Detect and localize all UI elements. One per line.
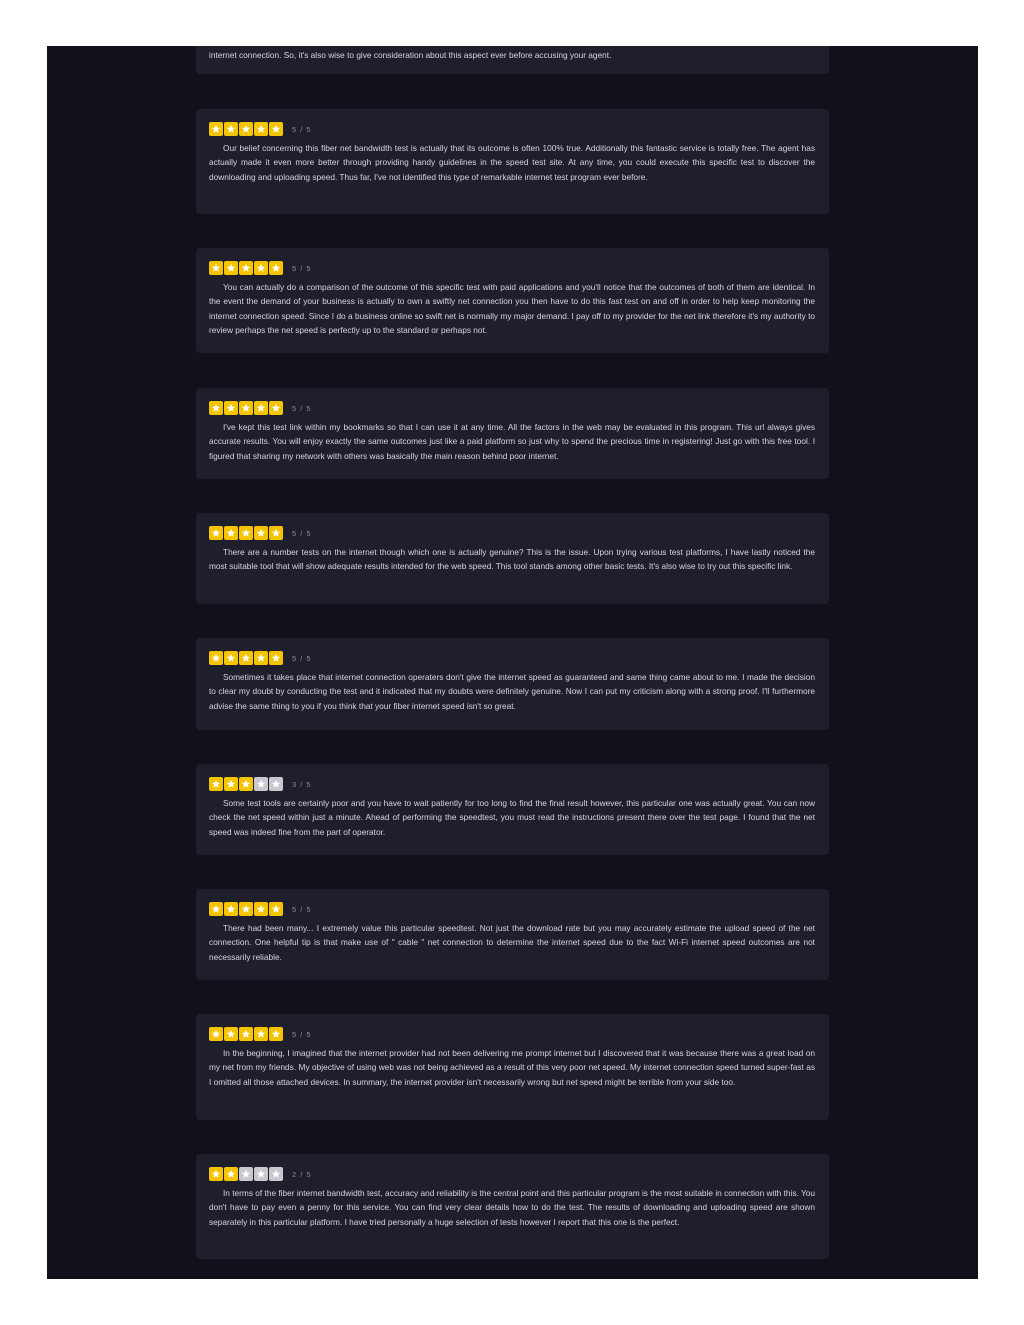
star-empty-icon xyxy=(269,1167,283,1181)
score-label: 2 / 5 xyxy=(292,1169,312,1179)
review-card xyxy=(196,388,829,479)
star-rating xyxy=(209,401,283,415)
rating-row xyxy=(209,777,815,791)
review-text: Some test tools are certainly poor and you have to wait patiently for too long to find the final result however, this particular one was actually great. You can now check the net speed within just a minute. Ahead of performing the speedtest, you must read the instructions present there over the test page. I found that the net speed was indeed fine from the part of operator. xyxy=(209,798,815,837)
star-filled-icon xyxy=(224,651,238,665)
score-label: 5 / 5 xyxy=(292,124,312,134)
star-empty-icon xyxy=(254,777,268,791)
rating-row xyxy=(209,526,815,540)
review-text: I've kept this test link within my bookmarks so that I can use it at any time. All the factors in the web may be evaluated in this program. This url always gives accurate results. You will enjoy exactly the same outcomes just like a paid platform so just why to spend the precious time in registering! Just go with this free tool. I figured that sharing my network with others was basically the main reason behind poor internet. xyxy=(209,422,815,461)
star-filled-icon xyxy=(254,401,268,415)
review-card xyxy=(196,889,829,980)
review-card xyxy=(196,513,829,604)
star-filled-icon xyxy=(209,651,223,665)
review-text: Our belief concerning this fiber net bandwidth test is actually that its outcome is often 100% true. Additionally this fantastic service is totally free. The agent has actually made it even more better through providing handy guidelines in the speed test site. At any time, you could execute this specific test to discover the downloading and uploading speed. Thus far, I've not identified this type of remarkable internet test program ever before. xyxy=(209,143,815,182)
review-card-partial xyxy=(196,46,829,74)
score-label: 5 / 5 xyxy=(292,1029,312,1039)
star-filled-icon xyxy=(269,1027,283,1041)
star-filled-icon xyxy=(224,1167,238,1181)
review-card xyxy=(196,109,829,214)
star-filled-icon xyxy=(239,261,253,275)
review-text: In the beginning, I imagined that the internet provider had not been delivering me prompt internet but I discovered that it was because there was a great load on my net from my friends. My objective of using web was not being achieved as a result of this very poor net speed. My internet connection speed turned super-fast as I omitted all those attached devices. In summary, the internet provider isn't necessarily wrong but net speed might be terrible from your side too. xyxy=(209,1048,815,1087)
star-filled-icon xyxy=(239,1027,253,1041)
star-rating xyxy=(209,261,283,275)
star-filled-icon xyxy=(254,1027,268,1041)
star-filled-icon xyxy=(209,261,223,275)
star-filled-icon xyxy=(269,651,283,665)
review-text: There are a number tests on the internet though which one is actually genuine? This is the issue. Upon trying various test platforms, I have lastly noticed the most suitable tool that will show adequate results intended for the web speed. This tool stands among other basic tests. It's also wise to try out this specific link. xyxy=(209,547,815,572)
star-filled-icon xyxy=(254,526,268,540)
star-filled-icon xyxy=(224,526,238,540)
score-label: 5 / 5 xyxy=(292,263,312,273)
star-filled-icon xyxy=(209,1167,223,1181)
star-empty-icon xyxy=(254,1167,268,1181)
rating-row xyxy=(209,1027,815,1041)
star-empty-icon xyxy=(239,1167,253,1181)
review-text: You can actually do a comparison of the outcome of this specific test with paid applications and you'll notice that the outcomes of both of them are identical. In the event the demand of your business is actually to own a swiftly net connection you then have to do this fast test on and off in order to help keep monitoring the internet connection speed. Since I do a business online so swift net is normally my major demand. I pay off to my provider for the net link therefore it's my authority to review perhaps the net speed is perfectly up to the standard or perhaps not. xyxy=(209,282,815,336)
review-card xyxy=(196,764,829,855)
star-filled-icon xyxy=(239,401,253,415)
review-card xyxy=(196,1154,829,1259)
star-filled-icon xyxy=(224,261,238,275)
score-label: 3 / 5 xyxy=(292,779,312,789)
star-rating xyxy=(209,777,283,791)
star-filled-icon xyxy=(269,261,283,275)
rating-row xyxy=(209,902,815,916)
rating-row xyxy=(209,122,815,136)
star-filled-icon xyxy=(269,401,283,415)
star-filled-icon xyxy=(224,777,238,791)
star-rating xyxy=(209,526,283,540)
star-filled-icon xyxy=(209,401,223,415)
star-filled-icon xyxy=(209,777,223,791)
star-filled-icon xyxy=(239,651,253,665)
score-label: 5 / 5 xyxy=(292,904,312,914)
star-filled-icon xyxy=(224,122,238,136)
star-filled-icon xyxy=(209,122,223,136)
star-rating xyxy=(209,651,283,665)
star-rating xyxy=(209,1167,283,1181)
star-filled-icon xyxy=(209,526,223,540)
star-filled-icon xyxy=(224,401,238,415)
star-filled-icon xyxy=(269,902,283,916)
star-filled-icon xyxy=(254,902,268,916)
star-filled-icon xyxy=(224,902,238,916)
rating-row xyxy=(209,1167,815,1181)
star-rating xyxy=(209,1027,283,1041)
review-text: Sometimes it takes place that internet connection operaters don't give the internet speed as guaranteed and same thing came about to me. I made the decision to clear my doubt by conducting the test and it indicated that my doubts were definitely genuine. Now I can put my criticism along with a strong proof. I'll furthermore advise the same thing to you if you think that your fiber internet speed isn't so great. xyxy=(209,672,815,711)
star-filled-icon xyxy=(209,902,223,916)
rating-row xyxy=(209,401,815,415)
score-label: 5 / 5 xyxy=(292,528,312,538)
review-card xyxy=(196,1014,829,1120)
star-filled-icon xyxy=(254,261,268,275)
reviews-page xyxy=(47,46,978,1279)
score-label: 5 / 5 xyxy=(292,403,312,413)
rating-row xyxy=(209,651,815,665)
star-filled-icon xyxy=(209,1027,223,1041)
star-filled-icon xyxy=(254,122,268,136)
star-rating xyxy=(209,902,283,916)
review-text: In terms of the fiber internet bandwidth test, accuracy and reliability is the central point and this particular program is the most suitable in connection with this. You don't have to pay even a penny for this service. You can find very clear details how to do the test. The results of downloading and uploading speed are shown separately in this particular platform. I have tried personally a huge selection of tests however I report that this one is the perfect. xyxy=(209,1188,815,1227)
star-filled-icon xyxy=(269,122,283,136)
star-empty-icon xyxy=(269,777,283,791)
score-label: 5 / 5 xyxy=(292,653,312,663)
review-text: internet connection. So, it's also wise to give consideration about this aspect ever before accusing your agent. xyxy=(209,50,612,60)
review-card xyxy=(196,638,829,730)
star-filled-icon xyxy=(224,1027,238,1041)
star-filled-icon xyxy=(254,651,268,665)
star-filled-icon xyxy=(239,526,253,540)
star-filled-icon xyxy=(239,902,253,916)
star-filled-icon xyxy=(269,526,283,540)
star-filled-icon xyxy=(239,777,253,791)
star-filled-icon xyxy=(239,122,253,136)
review-text: There had been many... I extremely value this particular speedtest. Not just the download rate but you may accurately estimate the upload speed of the net connection. One helpful tip is that make use of " cable " net connection to determine the internet speed due to the fact Wi-Fi internet speed outcomes are not necessarily reliable. xyxy=(209,923,815,962)
star-rating xyxy=(209,122,283,136)
rating-row xyxy=(209,261,815,275)
review-card xyxy=(196,248,829,353)
